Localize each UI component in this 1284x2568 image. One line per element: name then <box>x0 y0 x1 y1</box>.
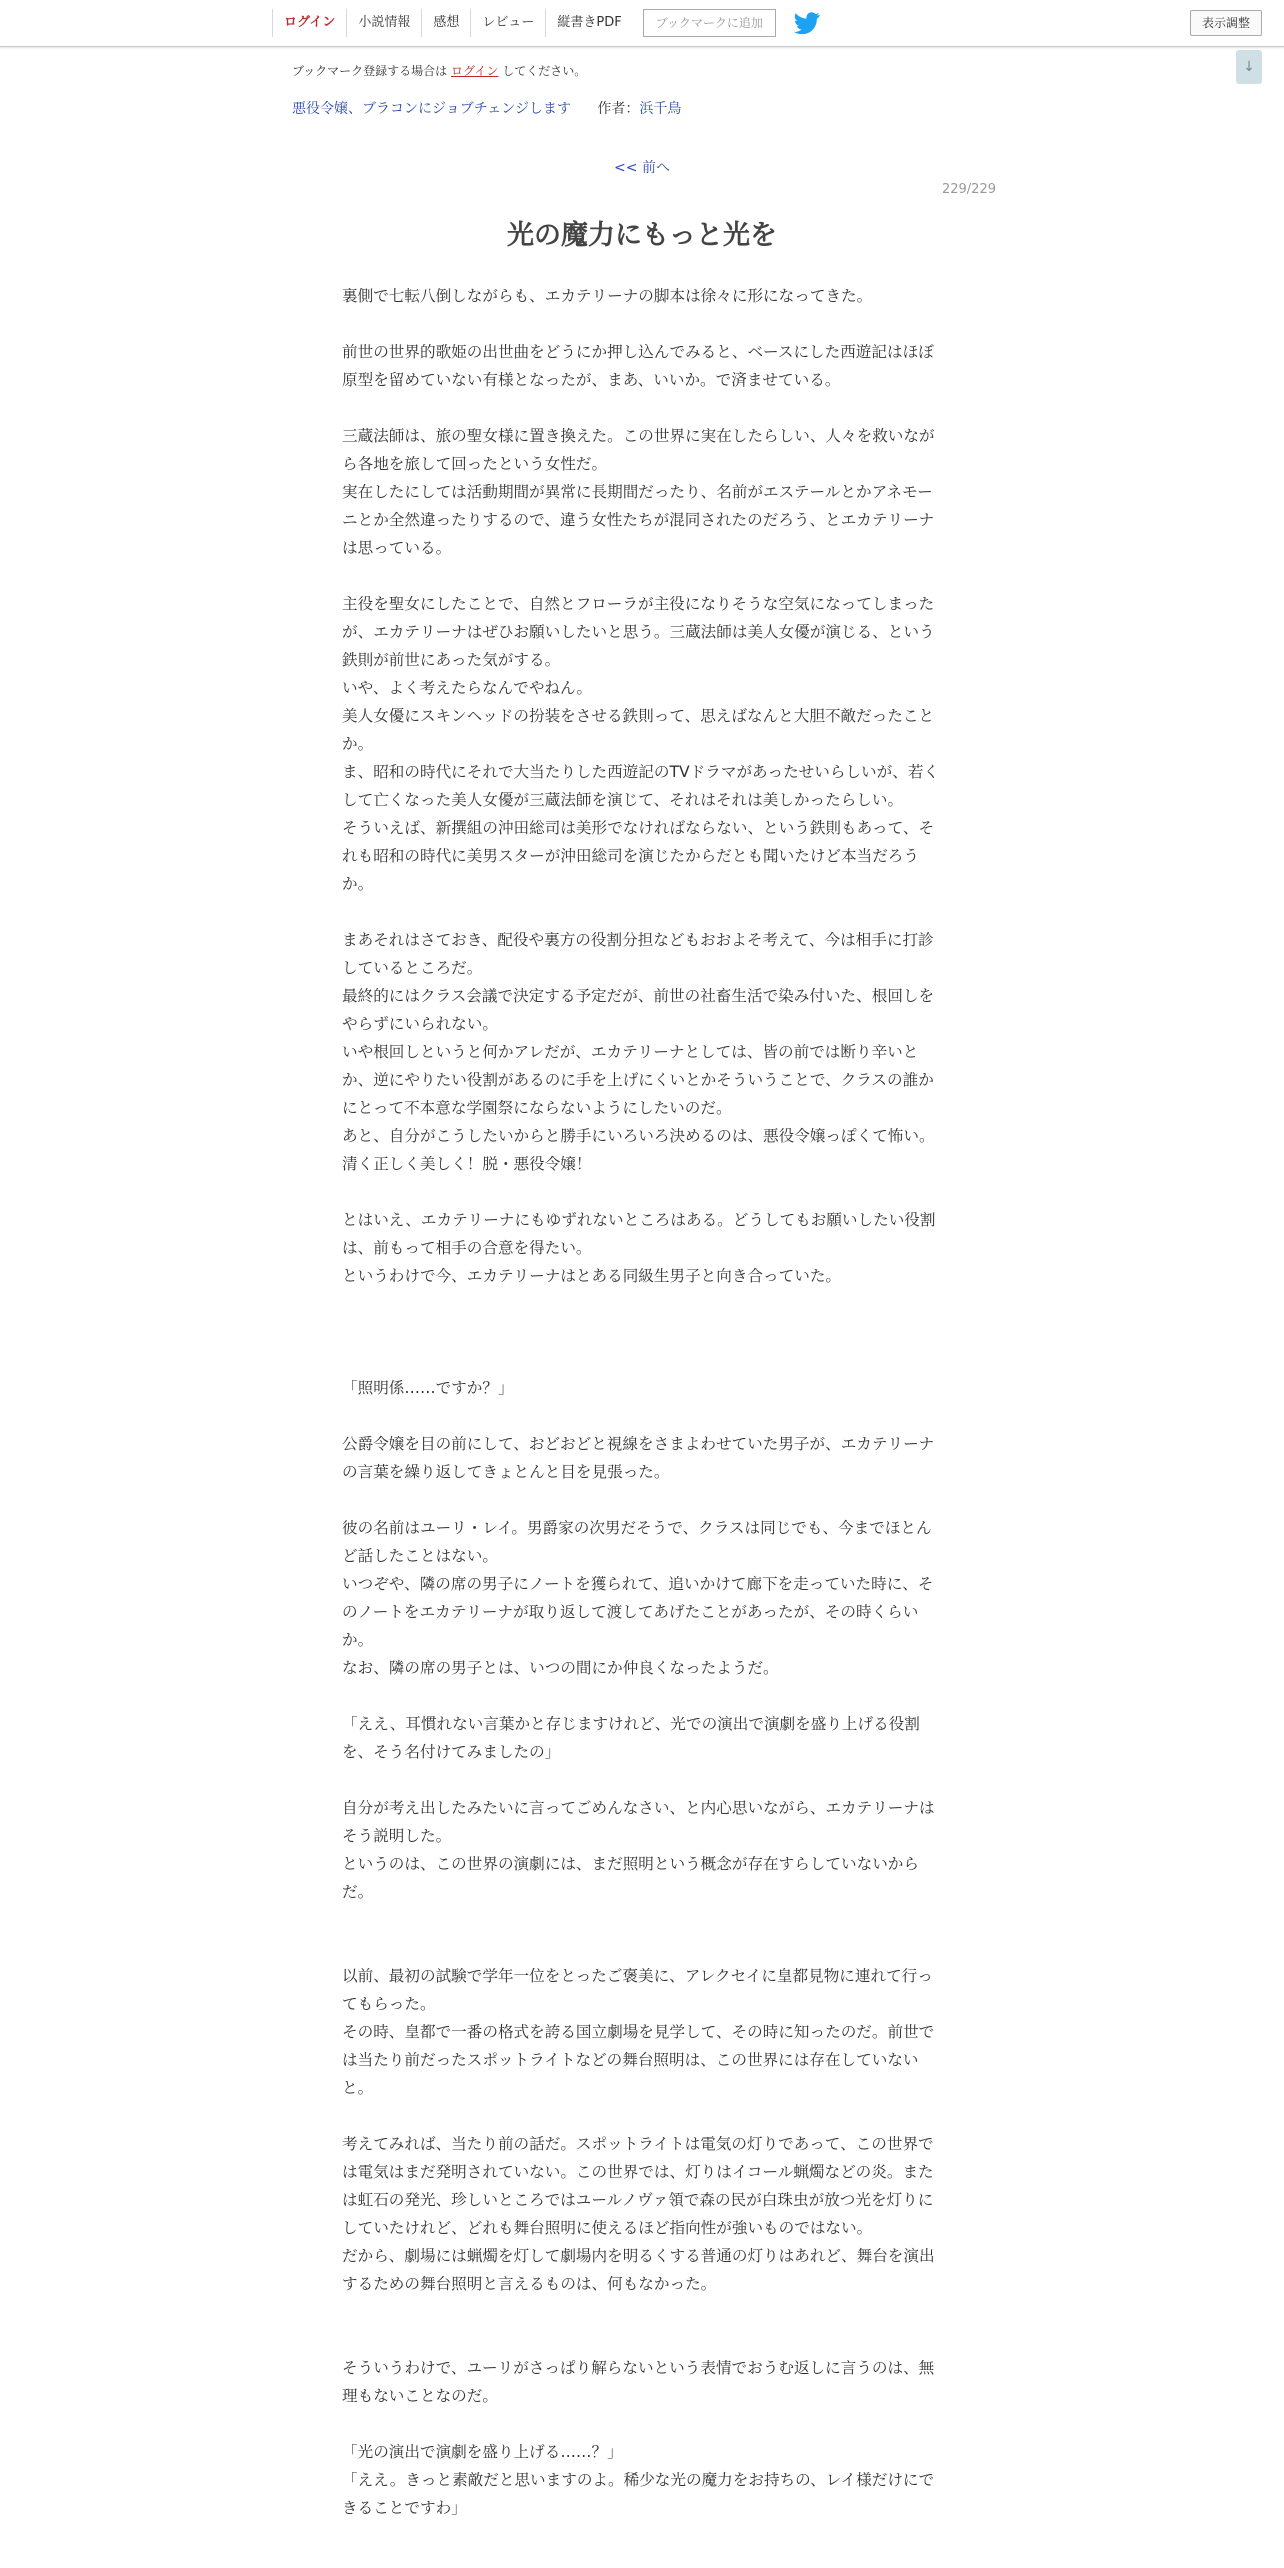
prev-episode-link[interactable]: << 前へ <box>614 160 670 176</box>
body-line: 主役を聖女にしたことで、自然とフローラが主役になりそうな空気になってしまったが、エカテリーナはぜひお願いしたいと思う。三蔵法師は美人女優が演じる、という鉄則が前世にあった気がする。 <box>342 595 935 669</box>
body-line: なお、隣の席の男子とは、いつの間にか仲良くなったようだ。 <box>342 1659 779 1677</box>
chapter-title: 光の魔力にもっと光を <box>507 220 777 251</box>
nav-vertical-pdf-link[interactable]: 縦書きPDF <box>545 9 632 37</box>
body-line <box>342 1178 942 1206</box>
nav-novel-info-link[interactable]: 小説情報 <box>346 9 421 37</box>
body-line <box>342 1906 942 1934</box>
body-line <box>342 394 942 422</box>
bookmark-login-notice <box>292 62 586 79</box>
body-line: 自分が考え出したみたいに言ってごめんなさい、と内心思いながら、エカテリーナはそう説明した。 <box>342 1799 935 1845</box>
episode-count: 229/229 <box>941 182 996 197</box>
nav-impressions-link[interactable]: 感想 <box>421 9 470 37</box>
body-line: 三蔵法師は、旅の聖女様に置き換えた。この世界に実在したらしい、人々を救いながら各地を旅して回ったという女性だ。 <box>342 427 935 473</box>
body-line: そういうわけで、ユーリがさっぱり解らないという表情でおうむ返しに言うのは、無理もないことなのだ。 <box>342 2359 935 2405</box>
body-line <box>342 310 942 338</box>
scroll-down-button[interactable]: ↓ <box>1236 50 1262 84</box>
novel-info-line <box>292 98 681 118</box>
body-line <box>342 1402 942 1430</box>
body-line: 「照明係……ですか？」 <box>342 1379 514 1397</box>
bookmark-notice-text-after: してください。 <box>502 64 587 78</box>
body-line: 裏側で七転八倒しながらも、エカテリーナの脚本は徐々に形になってきた。 <box>342 287 873 305</box>
body-line <box>342 2298 942 2326</box>
body-line: だから、劇場には蝋燭を灯して劇場内を明るくする普通の灯りはあれど、舞台を演出するための舞台照明と言えるものは、何もなかった。 <box>342 2247 935 2293</box>
add-bookmark-button[interactable]: ブックマークに追加 <box>643 9 776 37</box>
display-settings-button[interactable]: 表示調整 <box>1190 10 1262 36</box>
body-line: いつぞや、隣の席の男子にノートを獲られて、追いかけて廊下を走っていた時に、そのノートをエカテリーナが取り返して渡してあげたことがあったが、その時くらいか。 <box>342 1575 934 1649</box>
body-line <box>342 562 942 590</box>
body-line: というわけで今、エカテリーナはとある同級生男子と向き合っていた。 <box>342 1267 842 1285</box>
body-line <box>342 1682 942 1710</box>
body-line <box>342 1318 942 1346</box>
body-line <box>342 2102 942 2130</box>
body-line: 公爵令嬢を目の前にして、おどおどと視線をさまよわせていた男子が、エカテリーナの言葉を繰り返してきょとんと目を見張った。 <box>342 1435 935 1481</box>
twitter-bird-icon[interactable] <box>794 12 820 34</box>
body-line: ま、昭和の時代にそれで大当たりした西遊記のTVドラマがあったせいらしいが、若くして亡くなった美人女優が三蔵法師を演じて、それはそれは美しかったらしい。 <box>342 763 940 809</box>
body-line: とはいえ、エカテリーナにもゆずれないところはある。どうしてもお願いしたい役割は、前もって相手の合意を得たい。 <box>342 1211 936 1257</box>
top-navigation-bar <box>0 0 1284 47</box>
author-label: 作者： <box>597 101 640 117</box>
body-line <box>342 1766 942 1794</box>
body-line: 「ええ、耳慣れない言葉かと存じますけれど、光での演出で演劇を盛り上げる役割を、そう名付けてみましたの」 <box>342 1715 920 1761</box>
bookmark-notice-text-before: ブックマーク登録する場合は <box>292 64 448 78</box>
bookmark-notice-login-link[interactable]: ログイン <box>451 64 499 78</box>
body-line: いや、よく考えたらなんでやねん。 <box>342 679 593 697</box>
nav-login-link[interactable]: ログイン <box>272 9 346 37</box>
body-line: 「光の演出で演劇を盛り上げる……？」 <box>342 2443 623 2461</box>
body-line: 彼の名前はユーリ・レイ。男爵家の次男だそうで、クラスは同じでも、今までほとんど話したことはない。 <box>342 1519 932 1565</box>
body-line: というのは、この世界の演劇には、まだ照明という概念が存在すらしていないからだ。 <box>342 1855 919 1901</box>
body-line: 清く正しく美しく！脱・悪役令嬢！ <box>342 1155 592 1173</box>
body-line: 実在したにしては活動期間が異常に長期間だったり、名前がエステールとかアネモーニとか全然違ったりするので、違う女性たちが混同されたのだろう、とエカテリーナは思っている。 <box>342 483 935 557</box>
body-line <box>342 1290 942 1318</box>
body-line <box>342 1486 942 1514</box>
body-line: 以前、最初の試験で学年一位をとったご褒美に、アレクセイに皇都見物に連れて行ってもらった。 <box>342 1967 933 2013</box>
body-line: 最終的にはクラス会議で決定する予定だが、前世の社畜生活で染み付いた、根回しをやらずにいられない。 <box>342 987 935 1033</box>
author-name-link[interactable]: 浜千鳥 <box>639 101 682 117</box>
body-line <box>342 2326 942 2354</box>
main-nav <box>272 0 820 46</box>
body-line: その時、皇都で一番の格式を誇る国立劇場を見学して、その時に知ったのだ。前世では当たり前だったスポットライトなどの舞台照明は、この世界には存在していないと。 <box>342 2023 935 2097</box>
body-line: まあそれはさておき、配役や裏方の役割分担などもおおよそ考えて、今は相手に打診しているところだ。 <box>342 931 934 977</box>
body-line: 前世の世界的歌姫の出世曲をどうにか押し込んでみると、ベースにした西遊記はほぼ原型を留めていない有様となったが、まあ、いいか。で済ませている。 <box>342 343 934 389</box>
body-line <box>342 1346 942 1374</box>
body-line: 美人女優にスキンヘッドの扮装をさせる鉄則って、思えばなんと大胆不敵だったことか。 <box>342 707 935 753</box>
body-line <box>342 898 942 926</box>
novel-body-text <box>342 282 942 2522</box>
body-line: あと、自分がこうしたいからと勝手にいろいろ決めるのは、悪役令嬢っぽくて怖い。 <box>342 1127 935 1145</box>
novel-title-link[interactable]: 悪役令嬢、ブラコンにジョブチェンジします <box>292 101 571 117</box>
body-line <box>342 1934 942 1962</box>
body-line <box>342 2410 942 2438</box>
body-line: 「ええ。きっと素敵だと思いますのよ。稀少な光の魔力をお持ちの、レイ様だけにできることですわ」 <box>342 2471 935 2517</box>
body-line: そういえば、新撰組の沖田総司は美形でなければならない、という鉄則もあって、それも昭和の時代に美男スターが沖田総司を演じたからだとも聞いたけど本当だろうか。 <box>342 819 935 893</box>
nav-review-link[interactable]: レビュー <box>470 9 545 37</box>
body-line: いや根回しというと何かアレだが、エカテリーナとしては、皆の前では断り辛いとか、逆にやりたい役割があるのに手を上げにくいとかそういうことで、クラスの誰かにとって不本意な学園祭にならないようにしたいのだ。 <box>342 1043 934 1117</box>
body-line: 考えてみれば、当たり前の話だ。スポットライトは電気の灯りであって、この世界では電気はまだ発明されていない。この世界では、灯りはイコール蝋燭などの炎。または虹石の発光、珍しいところではユールノヴァ領で森の民が白珠虫が放つ光を灯りにしていたけれど、どれも舞台照明に使えるほど指向性が強いものではない。 <box>342 2135 934 2237</box>
